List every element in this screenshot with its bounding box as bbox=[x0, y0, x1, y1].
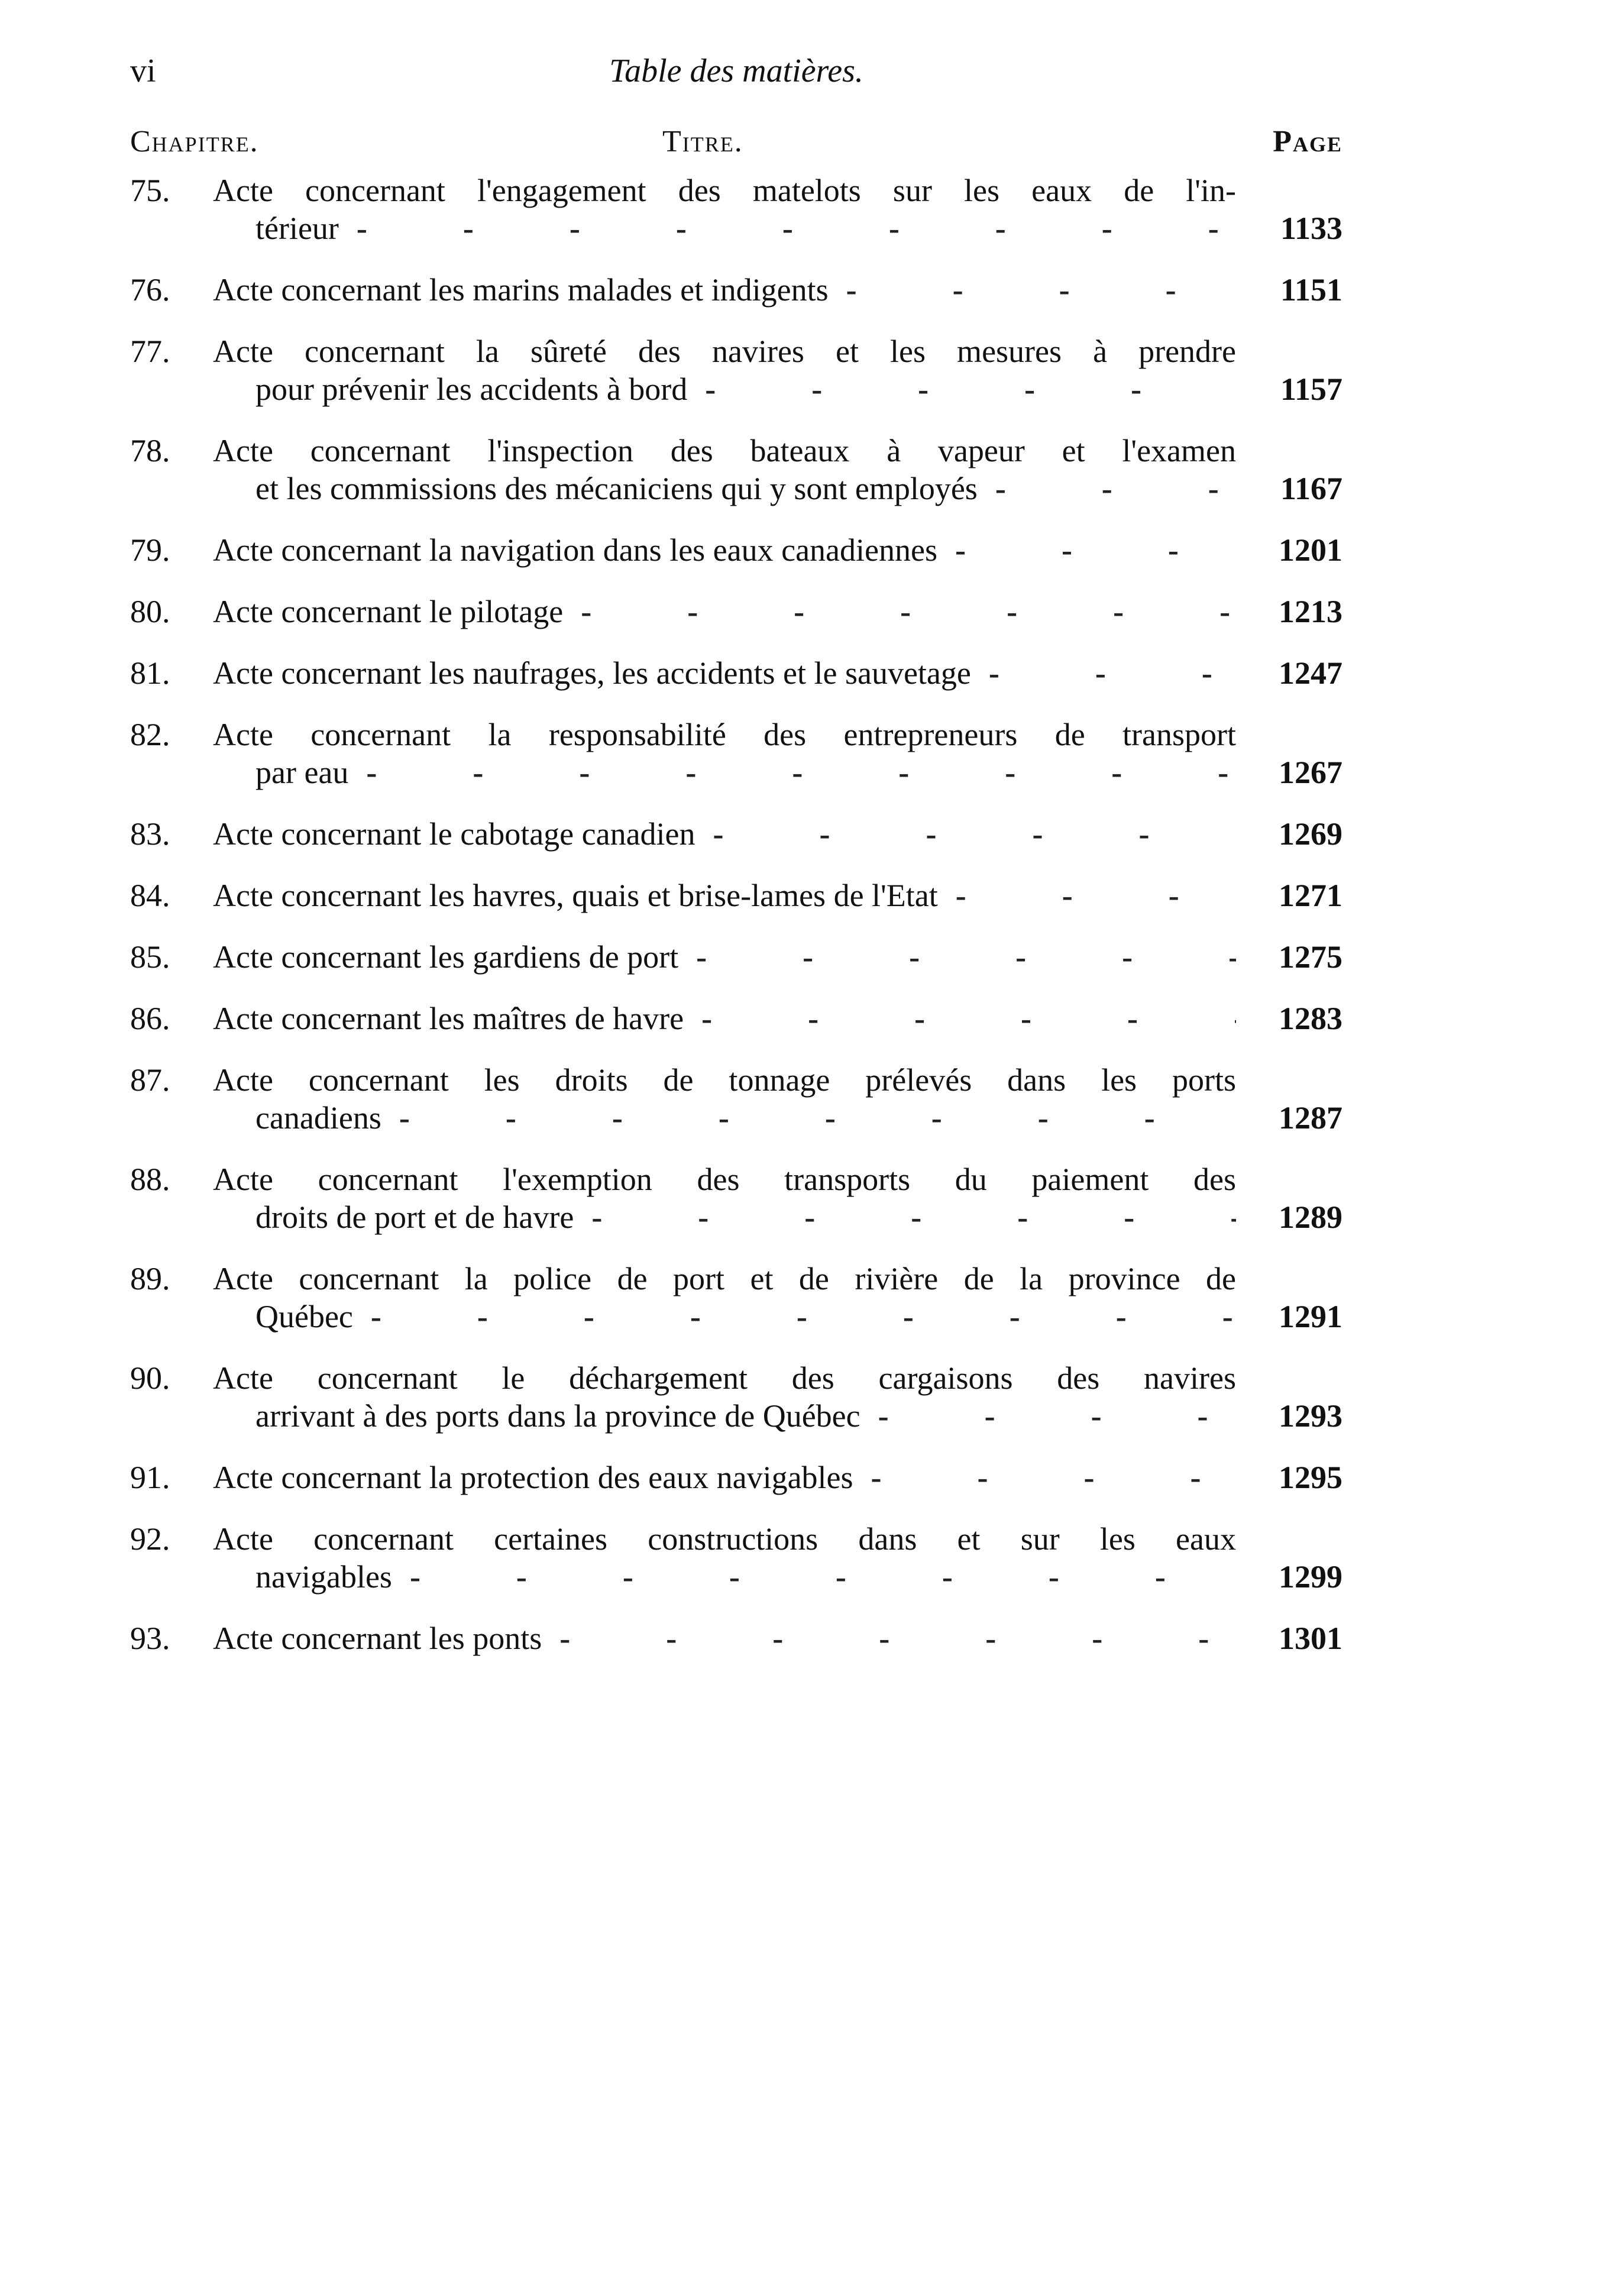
page-reference: 1295 bbox=[1279, 1460, 1342, 1495]
dot-leader bbox=[678, 938, 1236, 976]
chapter-number: 85. bbox=[130, 939, 170, 975]
dot-leader bbox=[563, 593, 1236, 630]
entry-title-line: Acte concernant le cabotage canadien bbox=[213, 816, 695, 852]
entry-title-line: Acte concernant les marins malades et indigents bbox=[213, 272, 829, 308]
page-reference: 1151 bbox=[1280, 272, 1342, 308]
toc-entry bbox=[130, 531, 1342, 569]
entry-title-line: Acte concernant l'inspection des bateaux à vapeur et l'examen bbox=[213, 433, 1236, 468]
page-reference: 1269 bbox=[1279, 816, 1342, 852]
dot-leader bbox=[971, 654, 1236, 692]
toc-entry bbox=[130, 1061, 1342, 1137]
chapter-number: 89. bbox=[130, 1261, 170, 1296]
toc-entry bbox=[130, 1459, 1342, 1496]
chapter-number: 93. bbox=[130, 1621, 170, 1656]
page-reference: 1301 bbox=[1279, 1621, 1342, 1656]
page-reference: 1271 bbox=[1279, 878, 1342, 913]
dot-leader bbox=[381, 1099, 1236, 1137]
chapter-number: 79. bbox=[130, 532, 170, 568]
toc-entry bbox=[130, 332, 1342, 408]
entry-title-continuation: navigables bbox=[255, 1559, 392, 1595]
toc-entry bbox=[130, 593, 1342, 630]
page-reference: 1133 bbox=[1280, 211, 1342, 246]
entry-title-line: Acte concernant certaines constructions dans et sur les eaux bbox=[213, 1521, 1236, 1557]
entry-title-continuation: térieur bbox=[255, 211, 339, 246]
page-reference: 1299 bbox=[1279, 1559, 1342, 1595]
page-reference: 1213 bbox=[1279, 594, 1342, 629]
toc-entry bbox=[130, 1260, 1342, 1335]
chapter-number: 88. bbox=[130, 1162, 170, 1197]
entry-title-line: Acte concernant les naufrages, les accidents et le sauvetage bbox=[213, 655, 971, 691]
dot-leader bbox=[978, 470, 1236, 507]
entry-title bbox=[213, 531, 1236, 569]
chapter-number: 75. bbox=[130, 173, 170, 208]
entry-title-line: Acte concernant les ponts bbox=[213, 1621, 542, 1656]
toc-entry bbox=[130, 1359, 1342, 1435]
toc-entry bbox=[130, 716, 1342, 791]
page-reference: 1267 bbox=[1279, 755, 1342, 790]
dot-leader bbox=[348, 754, 1236, 791]
entry-title bbox=[213, 432, 1236, 507]
entry-title-line: Acte concernant la responsabilité des entrepreneurs de transport bbox=[213, 717, 1236, 752]
entry-title-line: Acte concernant l'engagement des matelots sur les eaux de l'in- bbox=[213, 173, 1236, 208]
chapter-number: 80. bbox=[130, 594, 170, 629]
toc-entry bbox=[130, 877, 1342, 914]
dot-leader bbox=[353, 1298, 1236, 1335]
chapter-number: 84. bbox=[130, 878, 170, 913]
entry-title-continuation: droits de port et de havre bbox=[255, 1199, 574, 1235]
entry-title bbox=[213, 1000, 1236, 1037]
toc-entry bbox=[130, 432, 1342, 507]
page-reference: 1289 bbox=[1279, 1199, 1342, 1235]
page-number: vi bbox=[130, 53, 156, 89]
chapter-number: 82. bbox=[130, 717, 170, 752]
page-reference: 1157 bbox=[1280, 371, 1342, 407]
running-head bbox=[130, 52, 1342, 99]
chapter-number: 87. bbox=[130, 1062, 170, 1098]
page-reference: 1167 bbox=[1280, 471, 1342, 506]
toc-entry bbox=[130, 271, 1342, 309]
dot-leader bbox=[937, 531, 1236, 569]
dot-leader bbox=[695, 815, 1236, 853]
toc-entry bbox=[130, 1000, 1342, 1037]
entry-title-continuation: pour prévenir les accidents à bord bbox=[255, 371, 688, 407]
chapter-number: 83. bbox=[130, 816, 170, 852]
entry-title-continuation: Québec bbox=[255, 1299, 353, 1334]
page-reference: 1283 bbox=[1279, 1001, 1342, 1036]
entry-title-line: Acte concernant l'exemption des transports du paiement des bbox=[213, 1162, 1236, 1197]
entry-title bbox=[213, 1520, 1236, 1596]
column-header-chapitre: Chapitre. bbox=[130, 125, 259, 159]
entry-title bbox=[213, 332, 1236, 408]
entry-title bbox=[213, 815, 1236, 853]
entry-title bbox=[213, 1260, 1236, 1335]
dot-leader bbox=[853, 1459, 1236, 1496]
entry-title-line: Acte concernant le pilotage bbox=[213, 594, 564, 629]
page-reference: 1291 bbox=[1279, 1299, 1342, 1334]
toc-entry bbox=[130, 172, 1342, 247]
chapter-number: 92. bbox=[130, 1521, 170, 1557]
entry-title-line: Acte concernant le déchargement des cargaisons des navires bbox=[213, 1360, 1236, 1396]
page-reference: 1201 bbox=[1279, 532, 1342, 568]
entry-title bbox=[213, 1061, 1236, 1137]
dot-leader bbox=[687, 370, 1236, 408]
dot-leader bbox=[392, 1558, 1236, 1596]
toc-entry bbox=[130, 1619, 1342, 1657]
column-headers bbox=[130, 124, 1342, 166]
entry-title-continuation: et les commissions des mécaniciens qui y sont employés bbox=[255, 471, 978, 506]
entry-title-line: Acte concernant les gardiens de port bbox=[213, 939, 679, 975]
page-reference: 1293 bbox=[1279, 1398, 1342, 1434]
entry-title-continuation: arrivant à des ports dans la province de Québec bbox=[255, 1398, 860, 1434]
toc-entry bbox=[130, 1520, 1342, 1596]
page-title: Table des matières. bbox=[609, 53, 863, 89]
chapter-number: 91. bbox=[130, 1460, 170, 1495]
column-header-titre: Titre. bbox=[662, 125, 743, 159]
entry-title bbox=[213, 593, 1236, 630]
dot-leader bbox=[574, 1198, 1236, 1236]
entry-title-line: Acte concernant les havres, quais et brise-lames de l'Etat bbox=[213, 878, 938, 913]
dot-leader bbox=[829, 271, 1236, 309]
entry-title bbox=[213, 172, 1236, 247]
dot-leader bbox=[860, 1397, 1236, 1435]
entry-title-line: Acte concernant la sûreté des navires et les mesures à prendre bbox=[213, 334, 1236, 369]
toc-entry bbox=[130, 1160, 1342, 1236]
entry-title bbox=[213, 1619, 1236, 1657]
table-of-contents bbox=[130, 172, 1342, 1681]
entry-title bbox=[213, 877, 1236, 914]
entry-title-continuation: par eau bbox=[255, 755, 349, 790]
dot-leader bbox=[542, 1619, 1236, 1657]
entry-title-line: Acte concernant la police de port et de rivière de la province de bbox=[213, 1261, 1236, 1296]
page-reference: 1247 bbox=[1279, 655, 1342, 691]
chapter-number: 77. bbox=[130, 334, 170, 369]
entry-title bbox=[213, 716, 1236, 791]
entry-title-line: Acte concernant les maîtres de havre bbox=[213, 1001, 684, 1036]
entry-title-continuation: canadiens bbox=[255, 1100, 381, 1136]
page-reference: 1275 bbox=[1279, 939, 1342, 975]
toc-entry bbox=[130, 815, 1342, 853]
entry-title bbox=[213, 1359, 1236, 1435]
dot-leader bbox=[339, 209, 1236, 247]
entry-title bbox=[213, 654, 1236, 692]
entry-title bbox=[213, 271, 1236, 309]
chapter-number: 86. bbox=[130, 1001, 170, 1036]
dot-leader bbox=[938, 877, 1236, 914]
entry-title-line: Acte concernant les droits de tonnage prélevés dans les ports bbox=[213, 1062, 1236, 1098]
dot-leader bbox=[684, 1000, 1236, 1037]
entry-title-line: Acte concernant la navigation dans les eaux canadiennes bbox=[213, 532, 937, 568]
entry-title bbox=[213, 1459, 1236, 1496]
chapter-number: 76. bbox=[130, 272, 170, 308]
chapter-number: 81. bbox=[130, 655, 170, 691]
entry-title-line: Acte concernant la protection des eaux navigables bbox=[213, 1460, 853, 1495]
column-header-page: Page bbox=[1273, 125, 1342, 159]
entry-title bbox=[213, 1160, 1236, 1236]
page-reference: 1287 bbox=[1279, 1100, 1342, 1136]
toc-entry bbox=[130, 938, 1342, 976]
entry-title bbox=[213, 938, 1236, 976]
toc-entry bbox=[130, 654, 1342, 692]
chapter-number: 90. bbox=[130, 1360, 170, 1396]
chapter-number: 78. bbox=[130, 433, 170, 468]
